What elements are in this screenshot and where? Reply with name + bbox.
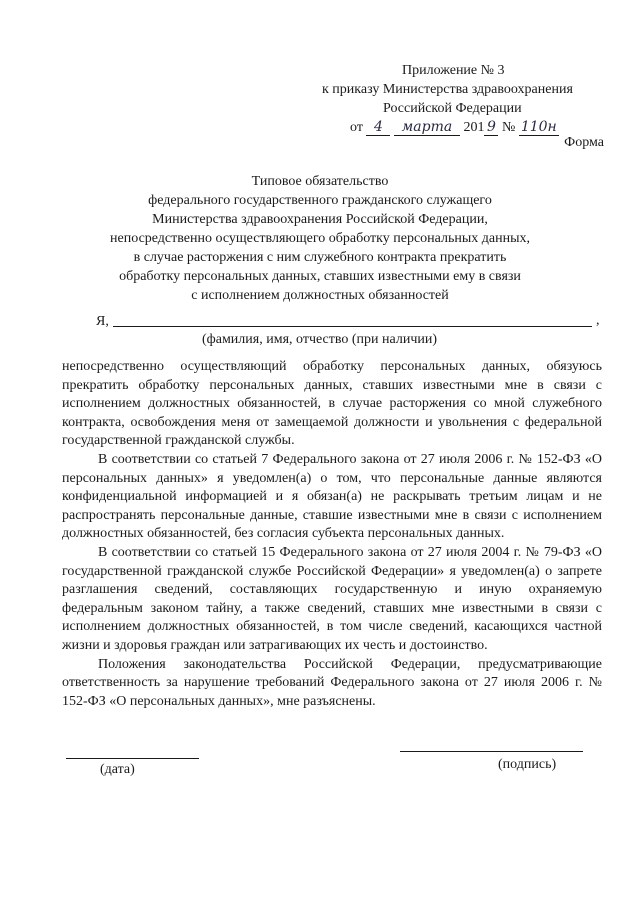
ministry-name: Российской Федерации [383,101,522,116]
name-suffix: , [596,313,600,328]
appendix-number: Приложение № 3 [402,63,505,78]
order-reference: к приказу Министерства здравоохранения [322,82,573,97]
title-line: Министерства здравоохранения Российской Федерации, [152,212,488,227]
full-name-blank[interactable] [113,326,592,327]
handwritten-month: марта [394,120,460,136]
signature-blank[interactable] [400,751,583,752]
date-caption: (дата) [100,762,135,777]
paragraph: непосредственно осуществляющий обработку персональных данных, обязуюсь прекратить обработку персональных данных, ставших известными мне в связи с исполнением должностных обязанностей, в случае расторжения со мной служебного контракта, освобождения меня от замещаемой должности и увольнения с федеральной государственной гражданской службы. [62,359,602,449]
paragraph: В соответствии со статьей 7 Федерального закона от 27 июля 2006 г. № 152-ФЗ «О персональных данных» я уведомлен(а) о том, что персональные данные являются конфиденциальной информацией и я обязан(а) не раскрывать третьим лицам и не распространять персональные данные, ставшие известными мне в связи с исполнением должностных обязанностей, без согласия субъекта персональных данных. [62,451,602,542]
full-name-caption: (фамилия, имя, отчество (при наличии) [202,332,438,347]
obligation-text [62,358,602,711]
title-line: федерального государственного гражданского служащего [148,193,492,208]
title-line: в случае расторжения с ним служебного контракта прекратить [133,250,507,265]
number-prefix: № [501,120,516,135]
year-prefix: 201 [463,120,485,135]
date-blank[interactable] [66,758,199,759]
document-title [100,172,540,305]
title-line: Типовое обязательство [251,174,389,189]
handwritten-year-digit: 9 [484,120,498,136]
form-label: Форма [564,135,604,150]
paragraph: Положения законодательства Российской Федерации, предусматривающие ответственность за нарушение требований Федерального закона от 27 июля 2006 г. № 152-ФЗ «О персональных данных», мне разъяснены. [62,656,602,709]
date-prefix: от [350,120,363,135]
title-line: непосредственно осуществляющего обработку персональных данных, [110,231,530,246]
name-prefix: Я, [96,314,109,329]
paragraph: В соответствии со статьей 15 Федерального закона от 27 июля 2004 г. № 79-ФЗ «О государственной гражданской службе Российской Федерации» я уведомлен(а) о запрете разглашения сведений, составляющих государственную и иную охраняемую федеральным законом тайну, а также сведений, ставших мне известными в связи с исполнением должностных обязанностей, в том числе сведений, касающихся частной жизни и здоровья граждан или затрагивающих их честь и достоинство. [62,544,602,653]
order-date-line [350,119,559,137]
handwritten-day: 4 [366,120,390,136]
signature-caption: (подпись) [498,757,557,772]
title-line: обработку персональных данных, ставших известными ему в связи [119,269,521,284]
title-line: с исполнением должностных обязанностей [191,288,449,303]
handwritten-order-number: 110н [519,120,559,136]
